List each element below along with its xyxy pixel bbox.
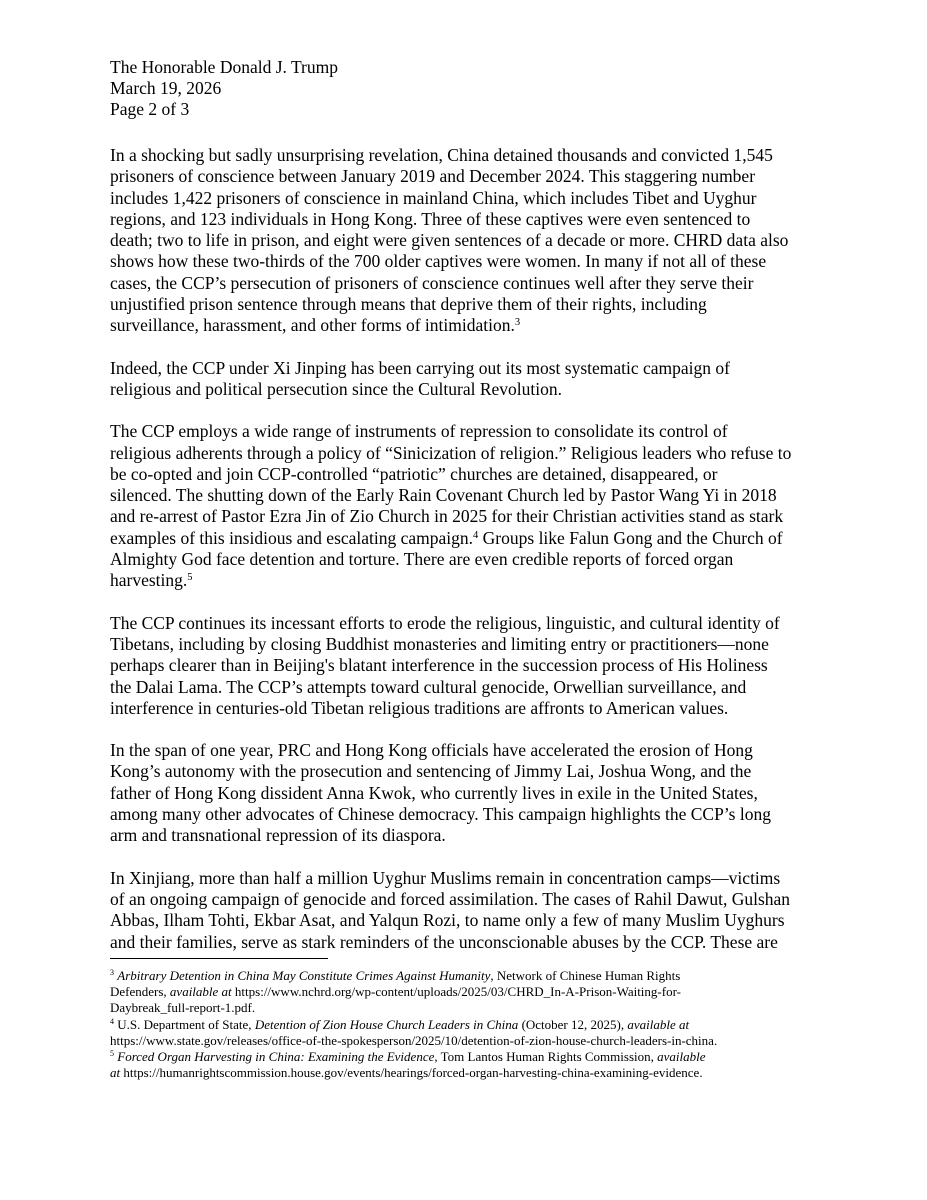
text-line: In the span of one year, PRC and Hong Kong officials have accelerated the erosion of Hong <box>110 740 753 761</box>
footnote-title: Arbitrary Detention in China May Constitute Crimes Against Humanity <box>117 968 491 983</box>
footnote-number: 4 <box>110 1016 114 1026</box>
footnote-number: 5 <box>110 1049 114 1059</box>
letter-body <box>110 145 822 974</box>
text-line <box>110 570 822 591</box>
footnote-3 <box>110 968 830 984</box>
text-line: cases, the CCP’s persecution of prisoners of conscience continues well after they serve their <box>110 272 754 293</box>
text-line: In Xinjiang, more than half a million Uyghur Muslims remain in concentration camps—victims <box>110 867 781 888</box>
text-line: the Dalai Lama. The CCP’s attempts toward cultural genocide, Orwellian surveillance, and <box>110 676 747 697</box>
text-line: of an ongoing campaign of genocide and forced assimilation. The cases of Rahil Dawut, Gulshan <box>110 888 791 909</box>
text-line: death; two to life in prison, and eight were given sentences of a decade or more. CHRD data also <box>110 230 789 251</box>
footnote-title: Detention of Zion House Church Leaders in China <box>254 1016 519 1032</box>
text-line: among many other advocates of Chinese democracy. This campaign highlights the CCP’s long <box>110 804 771 825</box>
footnote-link[interactable]: https://humanrightscommission.house.gov/events/hearings/forced-organ-harvesting-china-examining-evidence. <box>120 1065 703 1081</box>
footnote-link[interactable]: https://www.nchrd.org/wp-content/uploads/2025/03/CHRD_In-A-Prison-Waiting-for- <box>231 984 681 1000</box>
footnote-available: available at <box>627 1016 690 1032</box>
footnote-number: 3 <box>110 968 114 977</box>
footnote-available: available <box>657 1049 706 1065</box>
footnote-text: (October 12, 2025), <box>518 1016 628 1032</box>
text-line: and their families, serve as stark reminders of the unconscionable abuses by the CCP. These are <box>110 931 778 952</box>
text-line: arm and transnational repression of its diaspora. <box>110 825 446 846</box>
paragraph-religion <box>110 421 822 591</box>
text-line: religious adherents through a policy of “Sinicization of religion.” Religious leaders who refuse to <box>110 442 792 463</box>
text-fragment: surveillance, harassment, and other forms of intimidation. <box>110 315 515 336</box>
text-fragment: Groups like Falun Gong and the Church of <box>478 527 783 548</box>
text-line <box>110 528 822 549</box>
footnote-4 <box>110 1017 830 1033</box>
text-line: prisoners of conscience between January 2019 and December 2024. This staggering number <box>110 166 756 187</box>
text-fragment: examples of this insidious and escalating campaign. <box>110 527 474 548</box>
paragraph-xi-jinping <box>110 358 822 401</box>
paragraph-tibet <box>110 613 822 719</box>
text-line: unjustified prison sentence through means that deprive them of their rights, including <box>110 294 707 315</box>
text-line <box>110 315 822 336</box>
footnote-3-line <box>110 984 830 1000</box>
text-line: be co-opted and join CCP-controlled “patriotic” churches are detained, disappeared, or <box>110 463 718 484</box>
paragraph-xinjiang <box>110 868 822 953</box>
text-line: silenced. The shutting down of the Early Rain Covenant Church led by Pastor Wang Yi in 2018 <box>110 485 777 506</box>
text-line: Almighty God face detention and torture. There are even credible reports of forced organ <box>110 549 734 570</box>
text-line: Kong’s autonomy with the prosecution and sentencing of Jimmy Lai, Joshua Wong, and the <box>110 761 752 782</box>
text-line: The CCP continues its incessant efforts to erode the religious, linguistic, and cultural identity of <box>110 612 780 633</box>
text-line: Indeed, the CCP under Xi Jinping has been carrying out its most systematic campaign of <box>110 357 730 378</box>
footnote-text: U.S. Department of State, <box>114 1016 255 1032</box>
letter-header <box>110 57 830 120</box>
footnote-source: , Network of Chinese Human Rights <box>490 968 681 983</box>
text-line: perhaps clearer than in Beijing's blatant interference in the succession process of His Holiness <box>110 655 768 676</box>
text-line: father of Hong Kong dissident Anna Kwok, who currently lives in exile in the United States, <box>110 782 758 803</box>
text-line: Tibetans, including by closing Buddhist monasteries and limiting entry or practitioners—none <box>110 633 769 654</box>
date-line: March 19, 2026 <box>110 78 222 98</box>
footnote-ref: 3 <box>514 317 521 329</box>
recipient-line: The Honorable Donald J. Trump <box>110 57 338 77</box>
text-line: religious and political persecution since the Cultural Revolution. <box>110 378 562 399</box>
footnote-available: at <box>110 1065 121 1081</box>
footnote-ref: 5 <box>187 572 193 584</box>
footnote-link[interactable]: Daybreak_full-report-1.pdf. <box>110 1000 256 1016</box>
text-line: regions, and 123 individuals in Hong Kong. Three of these captives were even sentenced to <box>110 208 751 229</box>
footnote-5 <box>110 1049 830 1065</box>
footnote-ref: 4 <box>473 529 479 541</box>
text-line: shows how these two-thirds of the 700 older captives were women. In many if not all of these <box>110 251 767 272</box>
footnotes <box>110 968 830 1081</box>
text-line: interference in centuries-old Tibetan religious traditions are affronts to American values. <box>110 697 729 718</box>
text-line: In a shocking but sadly unsurprising revelation, China detained thousands and convicted 1,545 <box>110 145 773 165</box>
footnote-text: Defenders, <box>110 984 170 1000</box>
text-line: Abbas, Ilham Tohti, Ekbar Asat, and Yalqun Rozi, to name only a few of many Muslim Uyghurs <box>110 910 785 931</box>
footnote-5-line <box>110 1065 830 1081</box>
text-fragment: harvesting. <box>110 570 188 591</box>
text-line: The CCP employs a wide range of instruments of repression to consolidate its control of <box>110 421 728 442</box>
text-line: includes 1,422 prisoners of conscience in mainland China, which includes Tibet and Uyghur <box>110 187 757 208</box>
paragraph-prisoners <box>110 145 822 337</box>
text-line: and re-arrest of Pastor Ezra Jin of Zio Church in 2025 for their Christian activities stand as stark <box>110 506 784 527</box>
footnote-divider <box>110 958 328 959</box>
paragraph-hong-kong <box>110 740 822 846</box>
footnote-title: Forced Organ Harvesting in China: Examining the Evidence <box>117 1049 435 1065</box>
footnote-source: , Tom Lantos Human Rights Commission, <box>434 1049 658 1065</box>
page-number: Page 2 of 3 <box>110 99 190 119</box>
footnote-available: available at <box>169 984 232 1000</box>
footnote-link[interactable]: https://www.state.gov/releases/office-of-the-spokesperson/2025/10/detention-of-zion-house-church-leaders-in-china. <box>110 1032 718 1048</box>
